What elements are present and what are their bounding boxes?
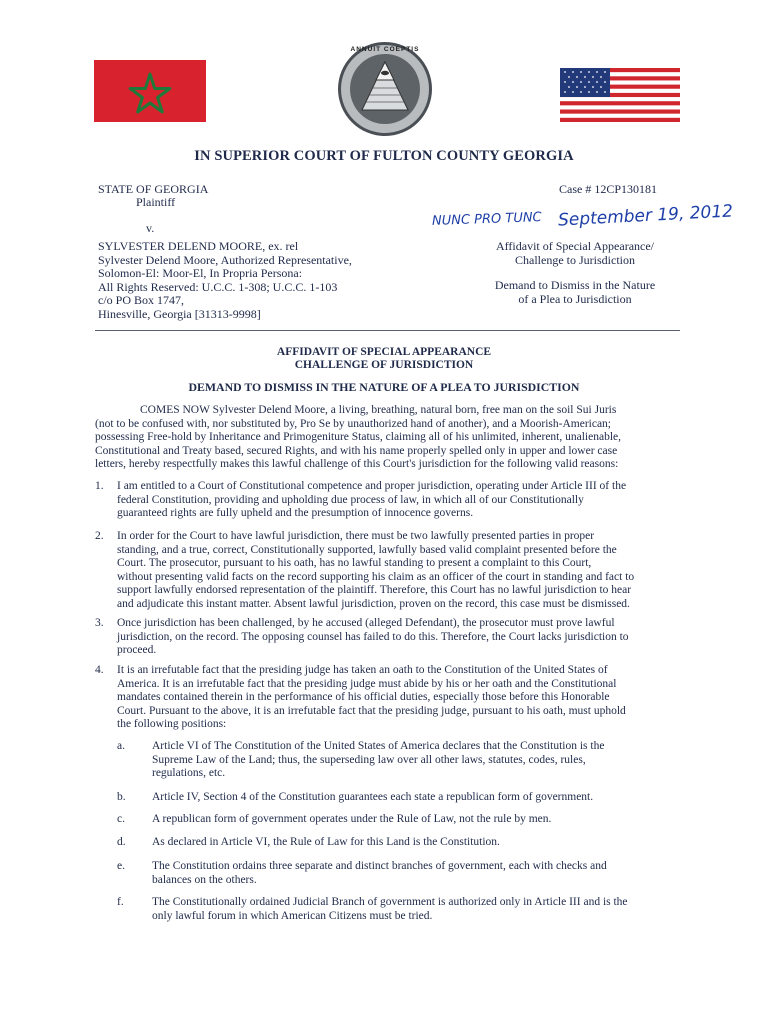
point-4 [117,664,697,732]
subpoint-d [152,836,692,850]
great-seal-pyramid [336,40,434,138]
point-line: Once jurisdiction has been challenged, by he accused (alleged Defendant), the prosecutor must prove lawful [117,617,615,629]
subpoint-letter: b. [117,791,126,803]
subpoint-e [152,860,692,887]
subpoint-line: balances on the others. [152,873,257,886]
document-subtitle [470,279,680,306]
heading-challenge: CHALLENGE OF JURISDICTION [294,359,474,371]
point-number: 3. [95,617,104,629]
point-line: In order for the Court to have lawful jurisdiction, there must be two lawfully presented parties in proper [117,530,595,542]
plaintiff-name: STATE OF GEORGIA [98,182,209,196]
subpoint-letter: c. [117,813,125,825]
document-subtitle-line: of a Plea to Jurisdiction [518,291,632,306]
defendant-line: Hinesville, Georgia [31313-9998] [98,306,261,321]
defendant-line: Sylvester Delend Moore, Authorized Representative, [98,252,352,267]
plaintiff-role: Plaintiff [136,195,176,209]
document-subtitle-line: Demand to Dismiss in the Nature [494,278,656,292]
point-1 [117,480,697,521]
subpoint-line: The Constitution ordains three separate and distinct branches of government, each with checks and [152,860,607,872]
seal-motto: ANNUIT COEPTIS [350,46,420,53]
versus-label: v. [146,221,155,235]
point-line: It is an irrefutable fact that the presiding judge has taken an oath to the Constitution of the United States of [117,664,608,676]
subpoint-f [152,896,692,923]
usa-flag [560,68,680,122]
point-line: federal Constitution, providing and upholding due process of law, in which all of our Constitutionally [117,493,584,506]
point-line: Court. The prosecutor, pursuant to his oath, has no lawful standing to present a complaint to this Court, [117,557,592,570]
subpoint-b [152,791,692,805]
point-line: without presenting valid facts on the record supporting his claim as an officer of the court in standing and fact to [117,570,635,583]
morocco-flag [94,60,206,122]
intro-line: Constitutional and Treaty based, secured Rights, and with his name properly spelled only in upper and lower case [95,444,618,457]
defendant-line: All Rights Reserved: U.C.C. 1-308; U.C.C. 1-103 [98,279,338,294]
subpoint-line: A republican form of government operates under the Rule of Law, not the rule by men. [152,813,552,825]
point-line: standing, and a true, correct, Constitutionally supported, lawfully based valid complaint presented before the [117,543,617,556]
handwritten-nunc-pro-tunc: NUNC PRO TUNC [431,210,542,229]
point-line: support lawfully endorsed representation of the plaintiff. Therefore, this Court has no lawful jurisdiction to hear [117,584,632,597]
point-number: 1. [95,480,104,492]
heading-demand: DEMAND TO DISMISS IN THE NATURE OF A PLEA TO JURISDICTION [188,380,580,394]
defendant-line: Solomon-El: Moor-El, In Propria Persona: [98,266,303,281]
subpoint-line: Article VI of The Constitution of the United States of America declares that the Constitution is the [152,740,605,752]
defendant-line: c/o PO Box 1747, [98,293,185,308]
point-line: mandates contained therein in the performance of his official duties, especially those before this Honorable [117,691,610,704]
point-line: the following positions: [117,718,227,731]
subpoint-line: only lawful forum in which American Citizens must be tried. [152,909,433,922]
court-title: IN SUPERIOR COURT OF FULTON COUNTY GEORGIA [194,148,574,164]
subpoint-line: The Constitutionally ordained Judicial Branch of government is authorized only in Article III and is the [152,896,628,908]
point-line: I am entitled to a Court of Constitutional competence and proper jurisdiction, operating under Article III of the [117,480,627,492]
pentagram-icon [94,60,206,122]
document-title-line: Affidavit of Special Appearance/ [495,239,655,253]
subpoint-letter: d. [117,836,126,848]
defendant-block [98,240,352,322]
point-line: guaranteed rights are fully upheld and the presumption of innocence governs. [117,507,474,520]
case-number: Case # 12CP130181 [559,182,658,196]
point-line: proceed. [117,644,157,657]
subpoint-line: regulations, etc. [152,767,226,780]
intro-line: possessing Free-hold by Inheritance and Primogeniture Status, claiming all of his unlimited, inherent, unalienable, [95,431,622,444]
divider [95,330,680,331]
intro-line: COMES NOW Sylvester Delend Moore, a living, breathing, natural born, free man on the soil Sui Juris [140,404,617,416]
point-line: and adjudicate this instant matter. Absent lawful jurisdiction, proven on the record, this case must be dismissed. [117,597,630,610]
document-title-line: Challenge to Jurisdiction [515,252,635,267]
subpoint-line: Article IV, Section 4 of the Constitution guarantees each state a republican form of government. [152,791,594,803]
intro-paragraph [95,404,695,472]
document-title [470,240,680,267]
point-2 [117,530,697,612]
handwritten-date: September 19, 2012 [557,201,734,231]
subpoint-line: Supreme Law of the Land; thus, the superseding law over all other laws, statutes, codes, rules, [152,753,586,766]
subpoint-a [152,740,692,781]
point-number: 2. [95,530,104,542]
point-line: Court. Pursuant to the above, it is an irrefutable fact that the presiding judge, pursuant to his oath, must uphold [117,704,626,717]
subpoint-letter: f. [117,896,124,908]
subpoint-letter: e. [117,860,125,872]
intro-line: (not to be confused with, nor substituted by, Pro Se by unauthorized hand of another), and a Moorish-American; [95,417,612,430]
heading-affidavit: AFFIDAVIT OF SPECIAL APPEARANCE [276,346,492,358]
subpoint-letter: a. [117,740,125,752]
subpoint-c [152,813,692,827]
point-3 [117,617,697,658]
point-line: America. It is an irrefutable fact that the presiding judge must abide by his or her oath and the Constitutional [117,677,617,690]
subpoint-line: As declared in Article VI, the Rule of Law for this Land is the Constitution. [152,836,500,848]
intro-line: letters, hereby respectfully makes this lawful challenge of this Court's jurisdiction for the following valid reasons: [95,458,619,471]
defendant-line: SYLVESTER DELEND MOORE, ex. rel [98,239,299,253]
point-line: jurisdiction, on the record. The opposing counsel has failed to do this. Therefore, the Court lacks jurisdiction to [117,630,629,643]
point-number: 4. [95,664,104,676]
